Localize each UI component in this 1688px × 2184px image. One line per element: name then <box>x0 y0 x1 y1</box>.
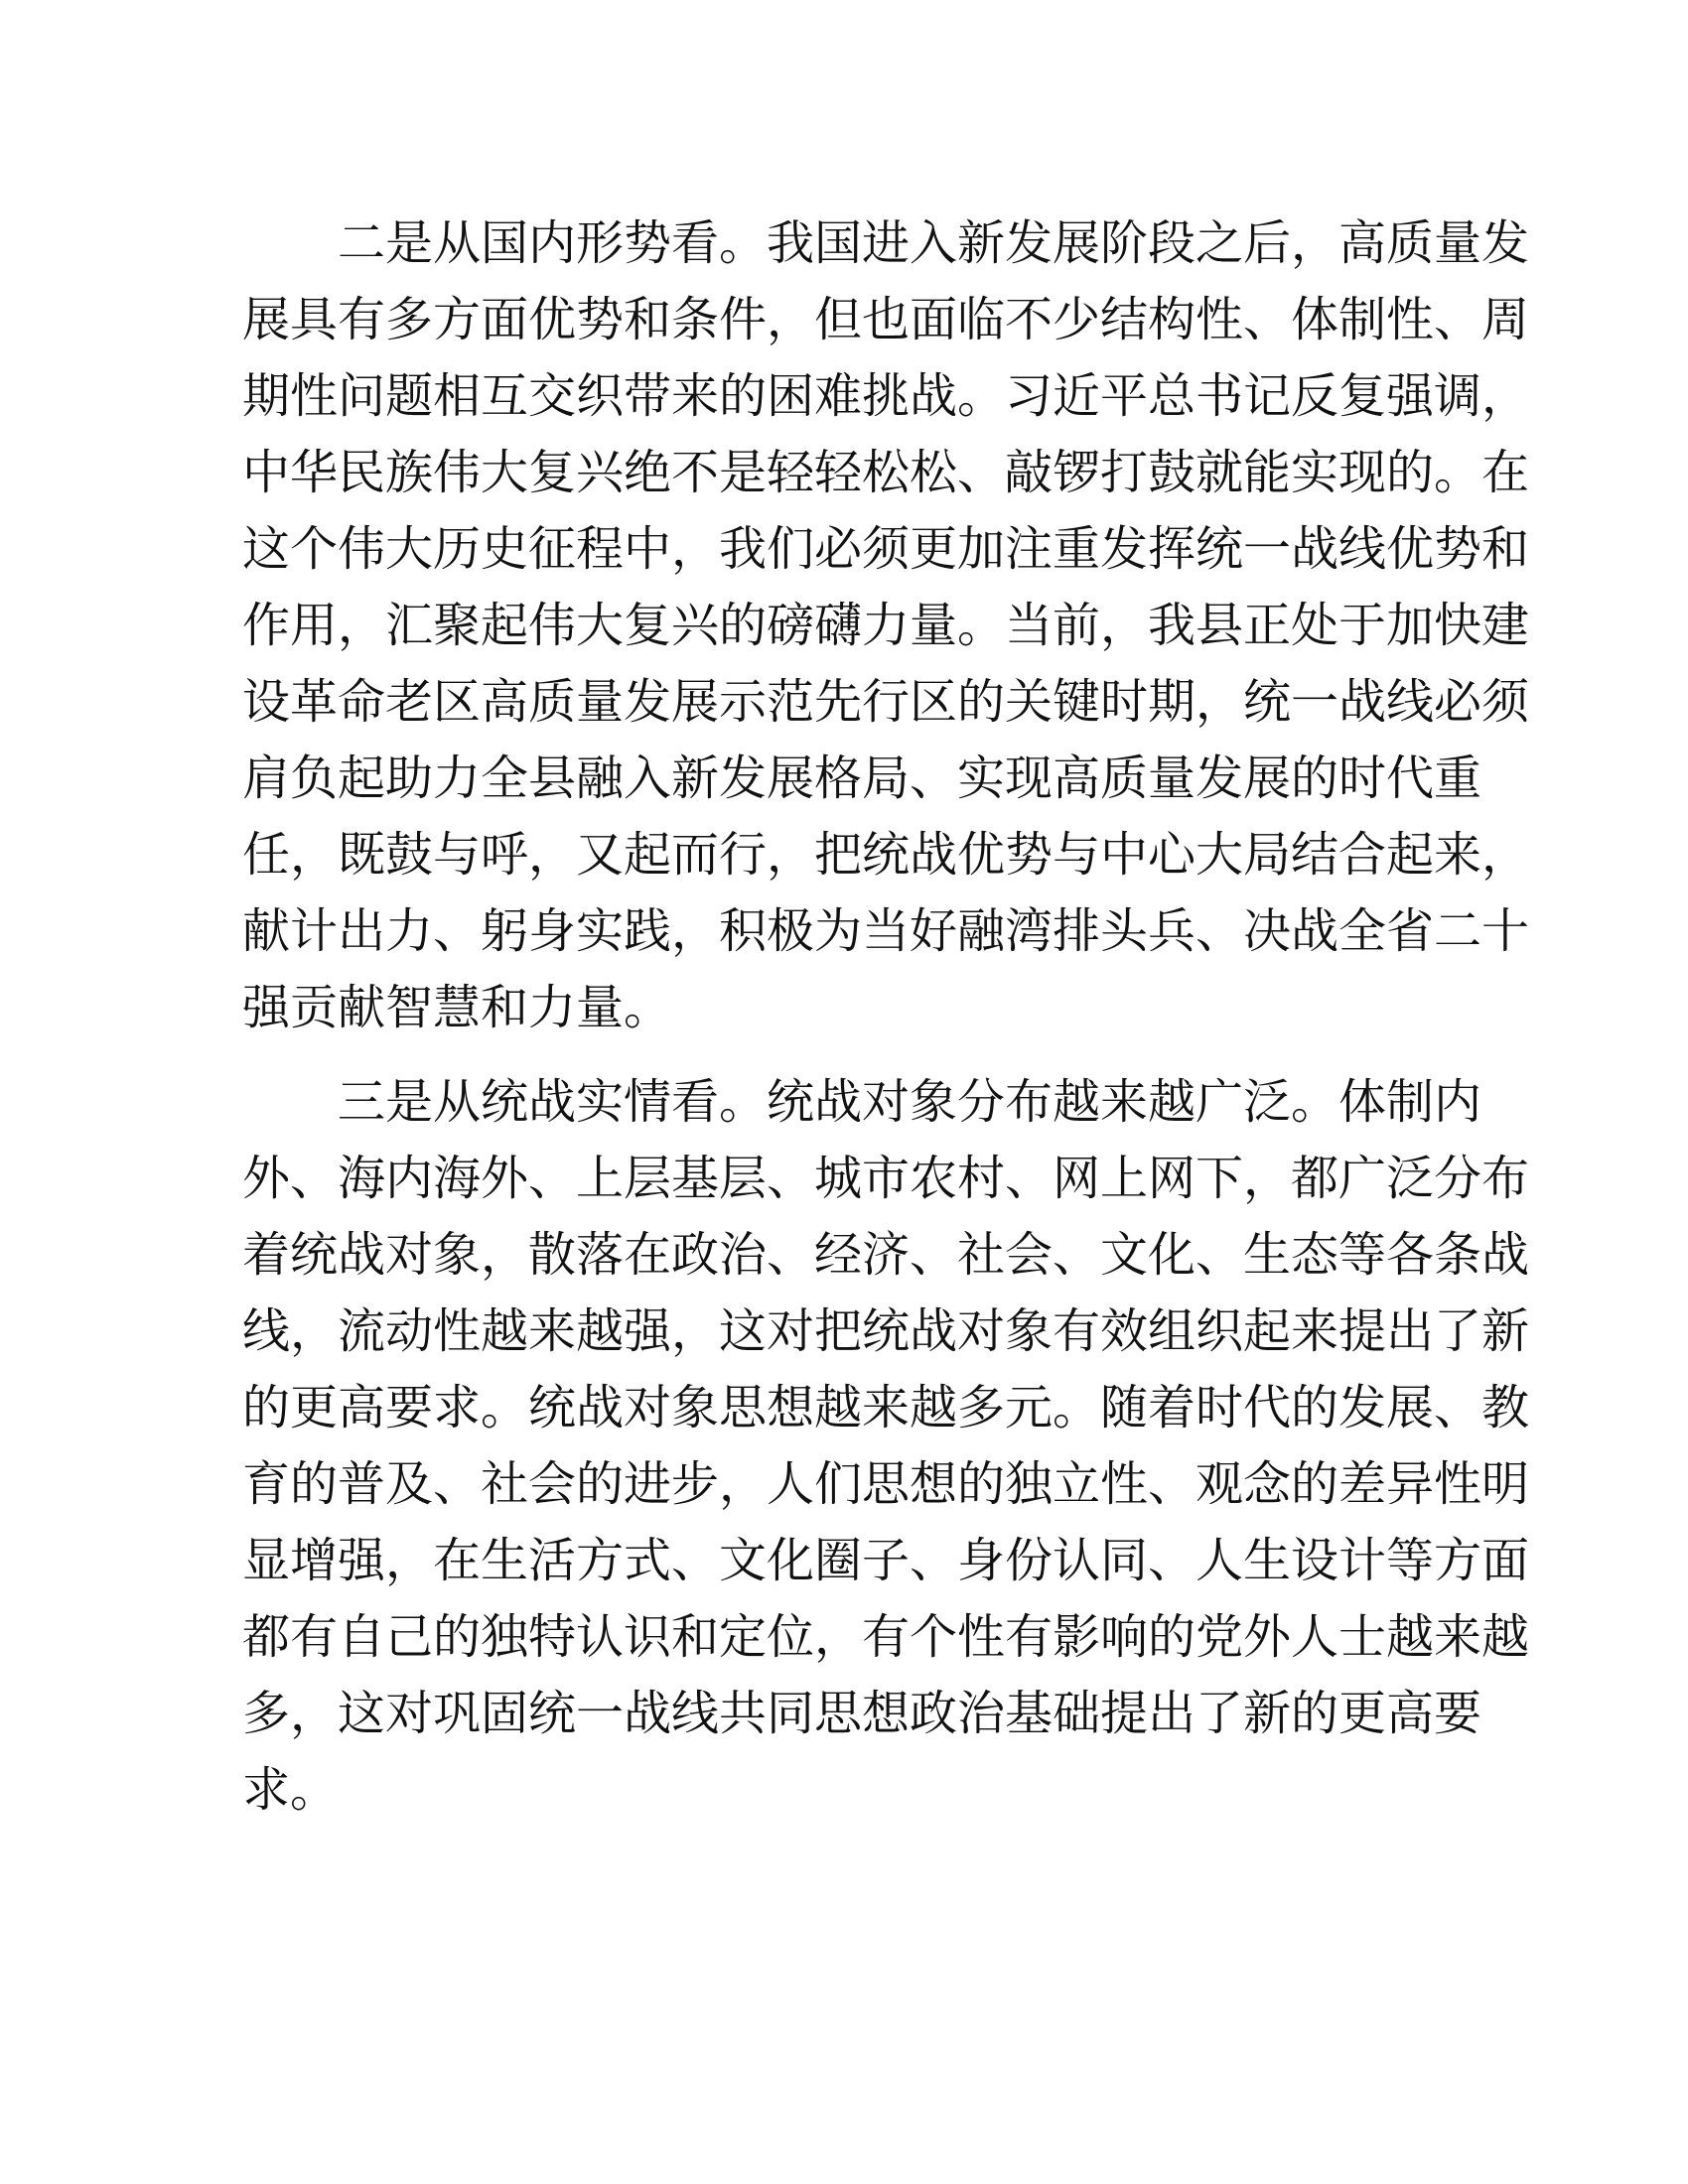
paragraph-line: 的更高要求。统战对象思想越来越多元。随着时代的发展、教 <box>242 1380 1530 1435</box>
paragraph-line: 二是从国内形势看。我国进入新发展阶段之后，高质量发 <box>338 215 1530 271</box>
paragraph-line: 肩负起助力全县融入新发展格局、实现高质量发展的时代重 <box>242 751 1482 806</box>
paragraph-line: 作用，汇聚起伟大复兴的磅礴力量。当前，我县正处于加快建 <box>242 598 1530 653</box>
paragraph-line: 显增强，在生活方式、文化圈子、身份认同、人生设计等方面 <box>242 1533 1530 1588</box>
paragraph-line: 这个伟大历史征程中，我们必须更加注重发挥统一战线优势和 <box>242 521 1530 577</box>
paragraph-line: 育的普及、社会的进步，人们思想的独立性、观念的差异性明 <box>242 1456 1530 1512</box>
paragraph-line: 任，既鼓与呼，又起而行，把统战优势与中心大局结合起来， <box>242 827 1530 883</box>
paragraph-line: 强贡献智慧和力量。 <box>242 980 672 1035</box>
paragraph-line: 三是从统战实情看。统战对象分布越来越广泛。体制内 <box>338 1074 1482 1130</box>
paragraph-united-front-situation <box>242 1064 1530 1829</box>
paragraph-line: 设革命老区高质量发展示范先行区的关键时期，统一战线必须 <box>242 674 1530 730</box>
paragraph-line: 展具有多方面优势和条件，但也面临不少结构性、体制性、周 <box>242 292 1530 347</box>
paragraph-line: 求。 <box>242 1762 339 1818</box>
paragraph-spacer <box>242 1046 1448 1064</box>
paragraph-domestic-situation <box>242 205 1530 1046</box>
document-body <box>242 205 1530 1829</box>
paragraph-line: 都有自己的独特认识和定位，有个性有影响的党外人士越来越 <box>242 1609 1530 1665</box>
paragraph-line: 线，流动性越来越强，这对把统战对象有效组织起来提出了新 <box>242 1303 1530 1359</box>
paragraph-line: 献计出力、躬身实践，积极为当好融湾排头兵、决战全省二十 <box>242 903 1530 959</box>
paragraph-line: 外、海内海外、上层基层、城市农村、网上网下，都广泛分布 <box>242 1151 1530 1206</box>
paragraph-line: 中华民族伟大复兴绝不是轻轻松松、敲锣打鼓就能实现的。在 <box>242 445 1530 500</box>
paragraph-line: 着统战对象，散落在政治、经济、社会、文化、生态等各条战 <box>242 1227 1530 1283</box>
paragraph-line: 多，这对巩固统一战线共同思想政治基础提出了新的更高要 <box>242 1686 1482 1741</box>
paragraph-line: 期性问题相互交织带来的困难挑战。习近平总书记反复强调， <box>242 368 1530 424</box>
